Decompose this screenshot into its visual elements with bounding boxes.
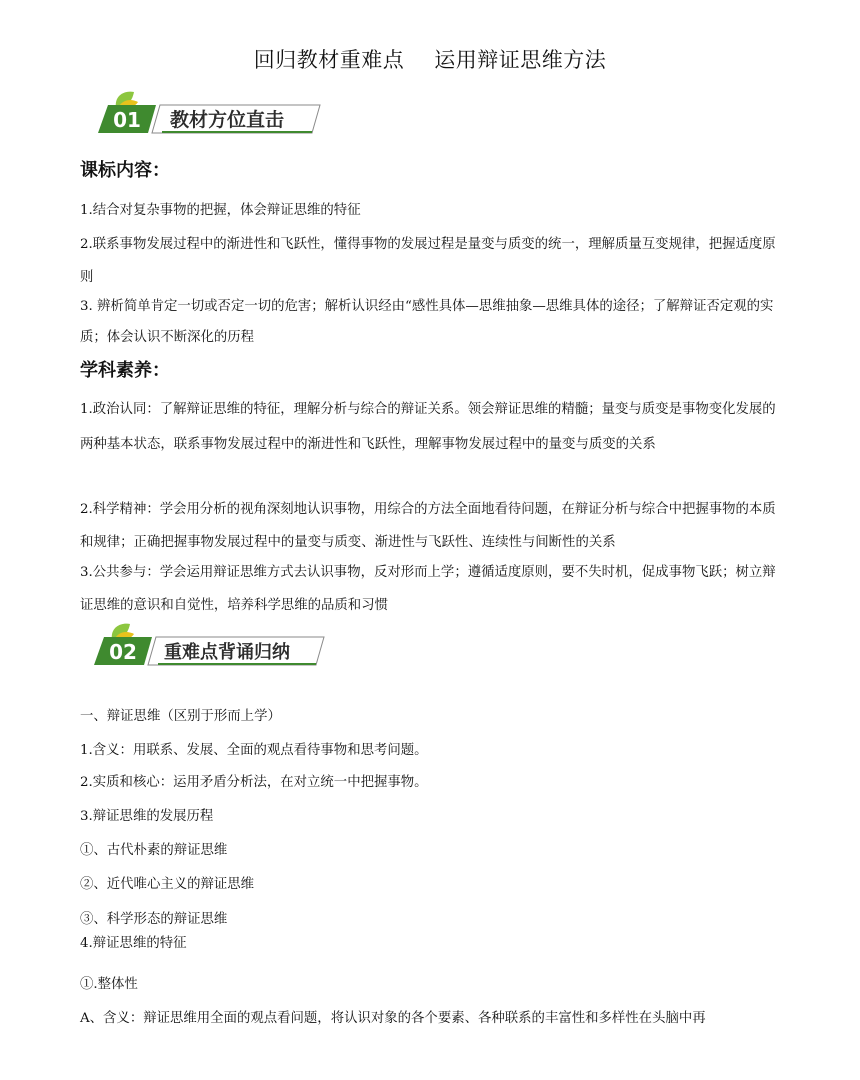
outline-item: A、含义：辩证思维用全面的观点看问题，将认识对象的各个要素、各种联系的丰富性和多样性在头脑中再 <box>80 1011 706 1026</box>
outline-item: 1.含义：用联系、发展、全面的观点看待事物和思考问题。 <box>80 743 428 758</box>
section-badge-01 <box>94 88 326 136</box>
literacy-item: 3.公共参与：学会运用辩证思维方式去认识事物，反对形而上学；遵循适度原则，要不失时机，促成事物飞跃；树立辩证思维的意识和自觉性，培养科学思维的品质和习惯 <box>80 565 776 613</box>
outline-item: 2.实质和核心：运用矛盾分析法，在对立统一中把握事物。 <box>80 775 428 790</box>
curriculum-item: 2.联系事物发展过程中的渐进性和飞跃性，懂得事物的发展过程是量变与质变的统一，理解质量互变规律，把握适度原则 <box>80 237 776 285</box>
section-label: 重难点背诵归纳 <box>164 642 290 663</box>
outline-item: ①.整体性 <box>80 977 138 992</box>
literacy-item: 2.科学精神：学会用分析的视角深刻地认识事物，用综合的方法全面地看待问题，在辩证分析与综合中把握事物的本质和规律；正确把握事物发展过程中的量变与质变、渐进性与飞跃性、连续性与间断性的关系 <box>80 502 776 550</box>
section-number: 02 <box>109 640 137 664</box>
curriculum-item: 3. 辨析简单肯定一切或否定一切的危害；解析认识经由“感性具体—思维抽象—思维具体的途径；了解辩证否定观的实质；体会认识不断深化的历程 <box>80 299 774 345</box>
outline-item: ③、科学形态的辩证思维 <box>80 912 228 927</box>
document-title <box>0 44 860 74</box>
outline-item: ①、古代朴素的辩证思维 <box>80 843 228 858</box>
curriculum-item: 1.结合对复杂事物的把握，体会辩证思维的特征 <box>80 203 361 218</box>
outline-item: ②、近代唯心主义的辩证思维 <box>80 877 255 892</box>
title-part-1: 回归教材重难点 <box>253 48 405 72</box>
section-label: 教材方位直击 <box>170 109 285 131</box>
section-badge-02 <box>90 620 330 668</box>
curriculum-heading: 课标内容： <box>80 160 170 181</box>
outline-item: 一、辩证思维（区别于形而上学） <box>80 709 281 724</box>
section-number: 01 <box>113 108 141 132</box>
literacy-item: 1.政治认同：了解辩证思维的特征，理解分析与综合的辩证关系。领会辩证思维的精髓；量变与质变是事物变化发展的两种基本状态，联系事物发展过程中的渐进性和飞跃性，理解事物发展过程中的量变与质变的关系 <box>80 402 776 452</box>
title-part-2: 运用辩证思维方法 <box>434 48 607 72</box>
outline-item: 4.辩证思维的特征 <box>80 936 187 951</box>
outline-item: 3.辩证思维的发展历程 <box>80 809 214 824</box>
literacy-heading: 学科素养： <box>80 360 170 381</box>
